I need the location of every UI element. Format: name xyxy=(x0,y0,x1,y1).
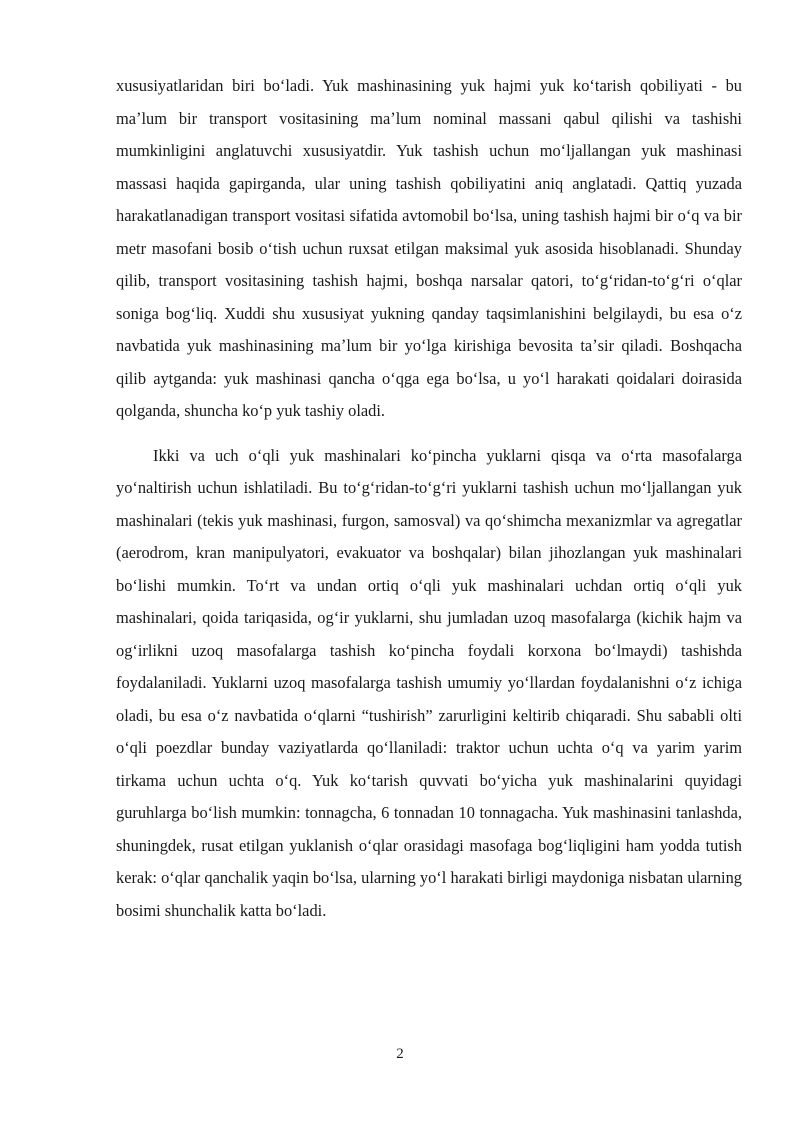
paragraph-2: Ikki va uch oʻqli yuk mashinalari koʻpincha yuklarni qisqa va oʻrta masofalarga yoʻnaltirish uchun ishlatiladi. Bu toʻgʻridan-toʻgʻri yuklarni tashish uchun moʻljallangan yuk mashinalari (tekis yuk mashinasi, furgon, samosval) va qoʻshimcha mexanizmlar va agregatlar (aerodrom, kran manipulyatori, evakuator va boshqalar) bilan jihozlangan yuk mashinalari boʻlishi mumkin. Toʻrt va undan ortiq oʻqli yuk mashinalari uchdan ortiq oʻqli yuk mashinalari, qoida tariqasida, ogʻir yuklarni, shu jumladan uzoq masofalarga (kichik hajm va ogʻirlikni uzoq masofalarga tashish koʻpincha foydali korxona boʻlmaydi) tashishda foydalaniladi. Yuklarni uzoq masofalarga tashish umumiy yoʻllardan foydalanishni oʻz ichiga oladi, bu esa oʻz navbatida oʻqlarni “tushirish” zarurligini keltirib chiqaradi. Shu sababli olti oʻqli poezdlar bunday vaziyatlarda qoʻllaniladi: traktor uchun uchta oʻq va yarim yarim tirkama uchun uchta oʻq. Yuk koʻtarish quvvati boʻyicha yuk mashinalarini quyidagi guruhlarga boʻlish mumkin: tonnagcha, 6 tonnadan 10 tonnagacha. Yuk mashinasini tanlashda, shuningdek, rusat etilgan yuklanish oʻqlar orasidagi masofaga bogʻliqligini ham yodda tutish kerak: oʻqlar qanchalik yaqin boʻlsa, ularning yoʻl harakati birligi maydoniga nisbatan ularning bosimi shunchalik katta boʻladi. xyxy=(116,445,742,920)
paragraph-1: xususiyatlaridan biri boʻladi. Yuk mashinasining yuk hajmi yuk koʻtarish qobiliyati - bu maʼlum bir transport vositasining maʼlum nominal massani qabul qilishi va tashishi mumkinligini anglatuvchi xususiyatdir. Yuk tashish uchun moʻljallangan yuk mashinasi massasi haqida gapirganda, ular uning tashish qobiliyatini aniq anglatadi. Qattiq yuzada harakatlanadigan transport vositasi sifatida avtomobil boʻlsa, uning tashish hajmi bir oʻq va bir metr masofani bosib oʻtish uchun ruxsat etilgan maksimal yuk asosida hisoblanadi. Shunday qilib, transport vositasining tashish hajmi, boshqa narsalar qatori, toʻgʻridan-toʻgʻri oʻqlar soniga bogʻliq. Xuddi shu xususiyat yukning qanday taqsimlanishini belgilaydi, bu esa oʻz navbatida yuk mashinasining maʼlum bir yoʻlga kirishiga bevosita taʼsir qiladi. Boshqacha qilib aytganda: yuk mashinasi qancha oʻqga ega boʻlsa, u yoʻl harakati qoidalari doirasida qolganda, shuncha koʻp yuk tashiy oladi. xyxy=(116,76,742,420)
page-number: 2 xyxy=(396,1046,404,1062)
body-text xyxy=(116,70,742,927)
